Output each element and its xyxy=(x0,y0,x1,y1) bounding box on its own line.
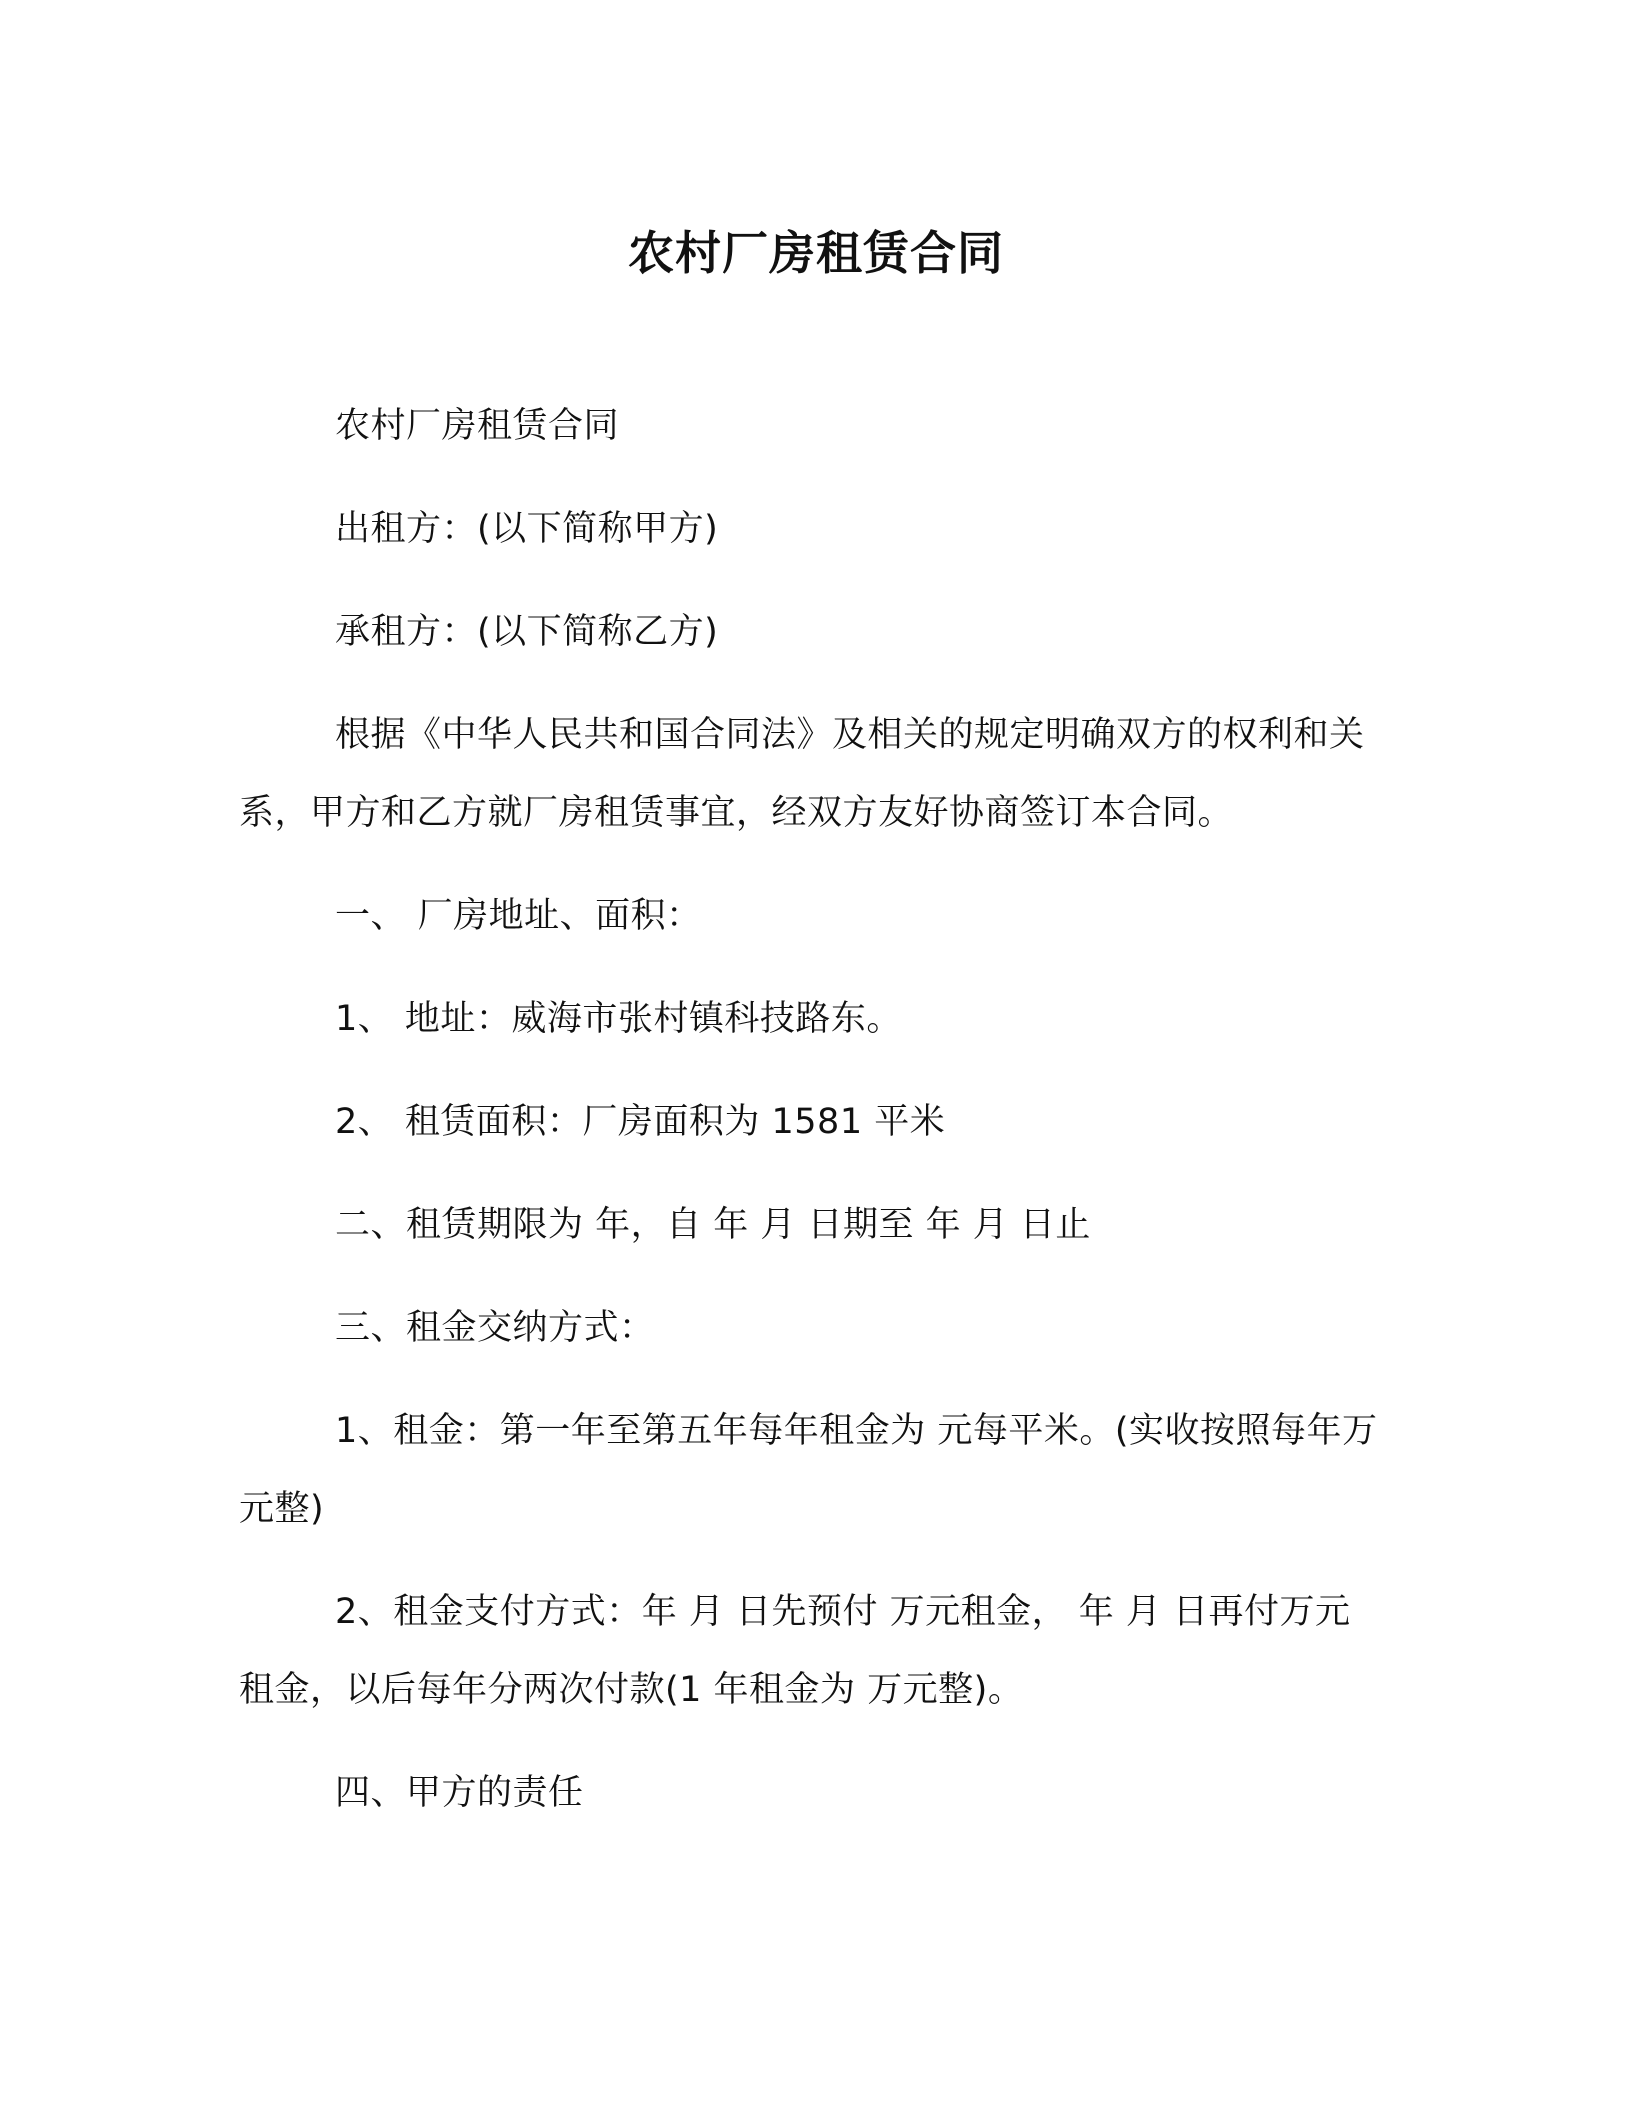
paragraph-preamble: 根据《中华人民共和国合同法》及相关的规定明确双方的权利和关系，甲方和乙方就厂房租赁事宜，经双方友好协商签订本合同。 xyxy=(239,715,1365,833)
paragraph-area: 2、 租赁面积：厂房面积为 1581 平米 xyxy=(335,1102,946,1142)
paragraph-section-2: 二、租赁期限为 年，自 年 月 日期至 年 月 日止 xyxy=(335,1205,1091,1245)
paragraph-section-1: 一、 厂房地址、面积： xyxy=(335,896,702,936)
paragraph-section-4: 四、甲方的责任 xyxy=(335,1773,584,1813)
paragraph-payment: 2、租金支付方式：年 月 日先预付 万元租金， 年 月 日再付万元租金，以后每年分两次付款(1 年租金为 万元整)。 xyxy=(239,1592,1351,1710)
paragraph-rent: 1、租金：第一年至第五年每年租金为 元每平米。(实收按照每年万元整) xyxy=(239,1411,1378,1529)
paragraph-lessee: 承租方：(以下简称乙方) xyxy=(335,612,719,652)
document-title: 农村厂房租赁合同 xyxy=(628,226,1004,280)
paragraph-address: 1、 地址：威海市张村镇科技路东。 xyxy=(335,999,902,1039)
paragraph-section-3: 三、租金交纳方式： xyxy=(335,1308,655,1348)
paragraph-contract-name: 农村厂房租赁合同 xyxy=(335,406,620,446)
paragraph-lessor: 出租方：(以下简称甲方) xyxy=(335,509,719,549)
